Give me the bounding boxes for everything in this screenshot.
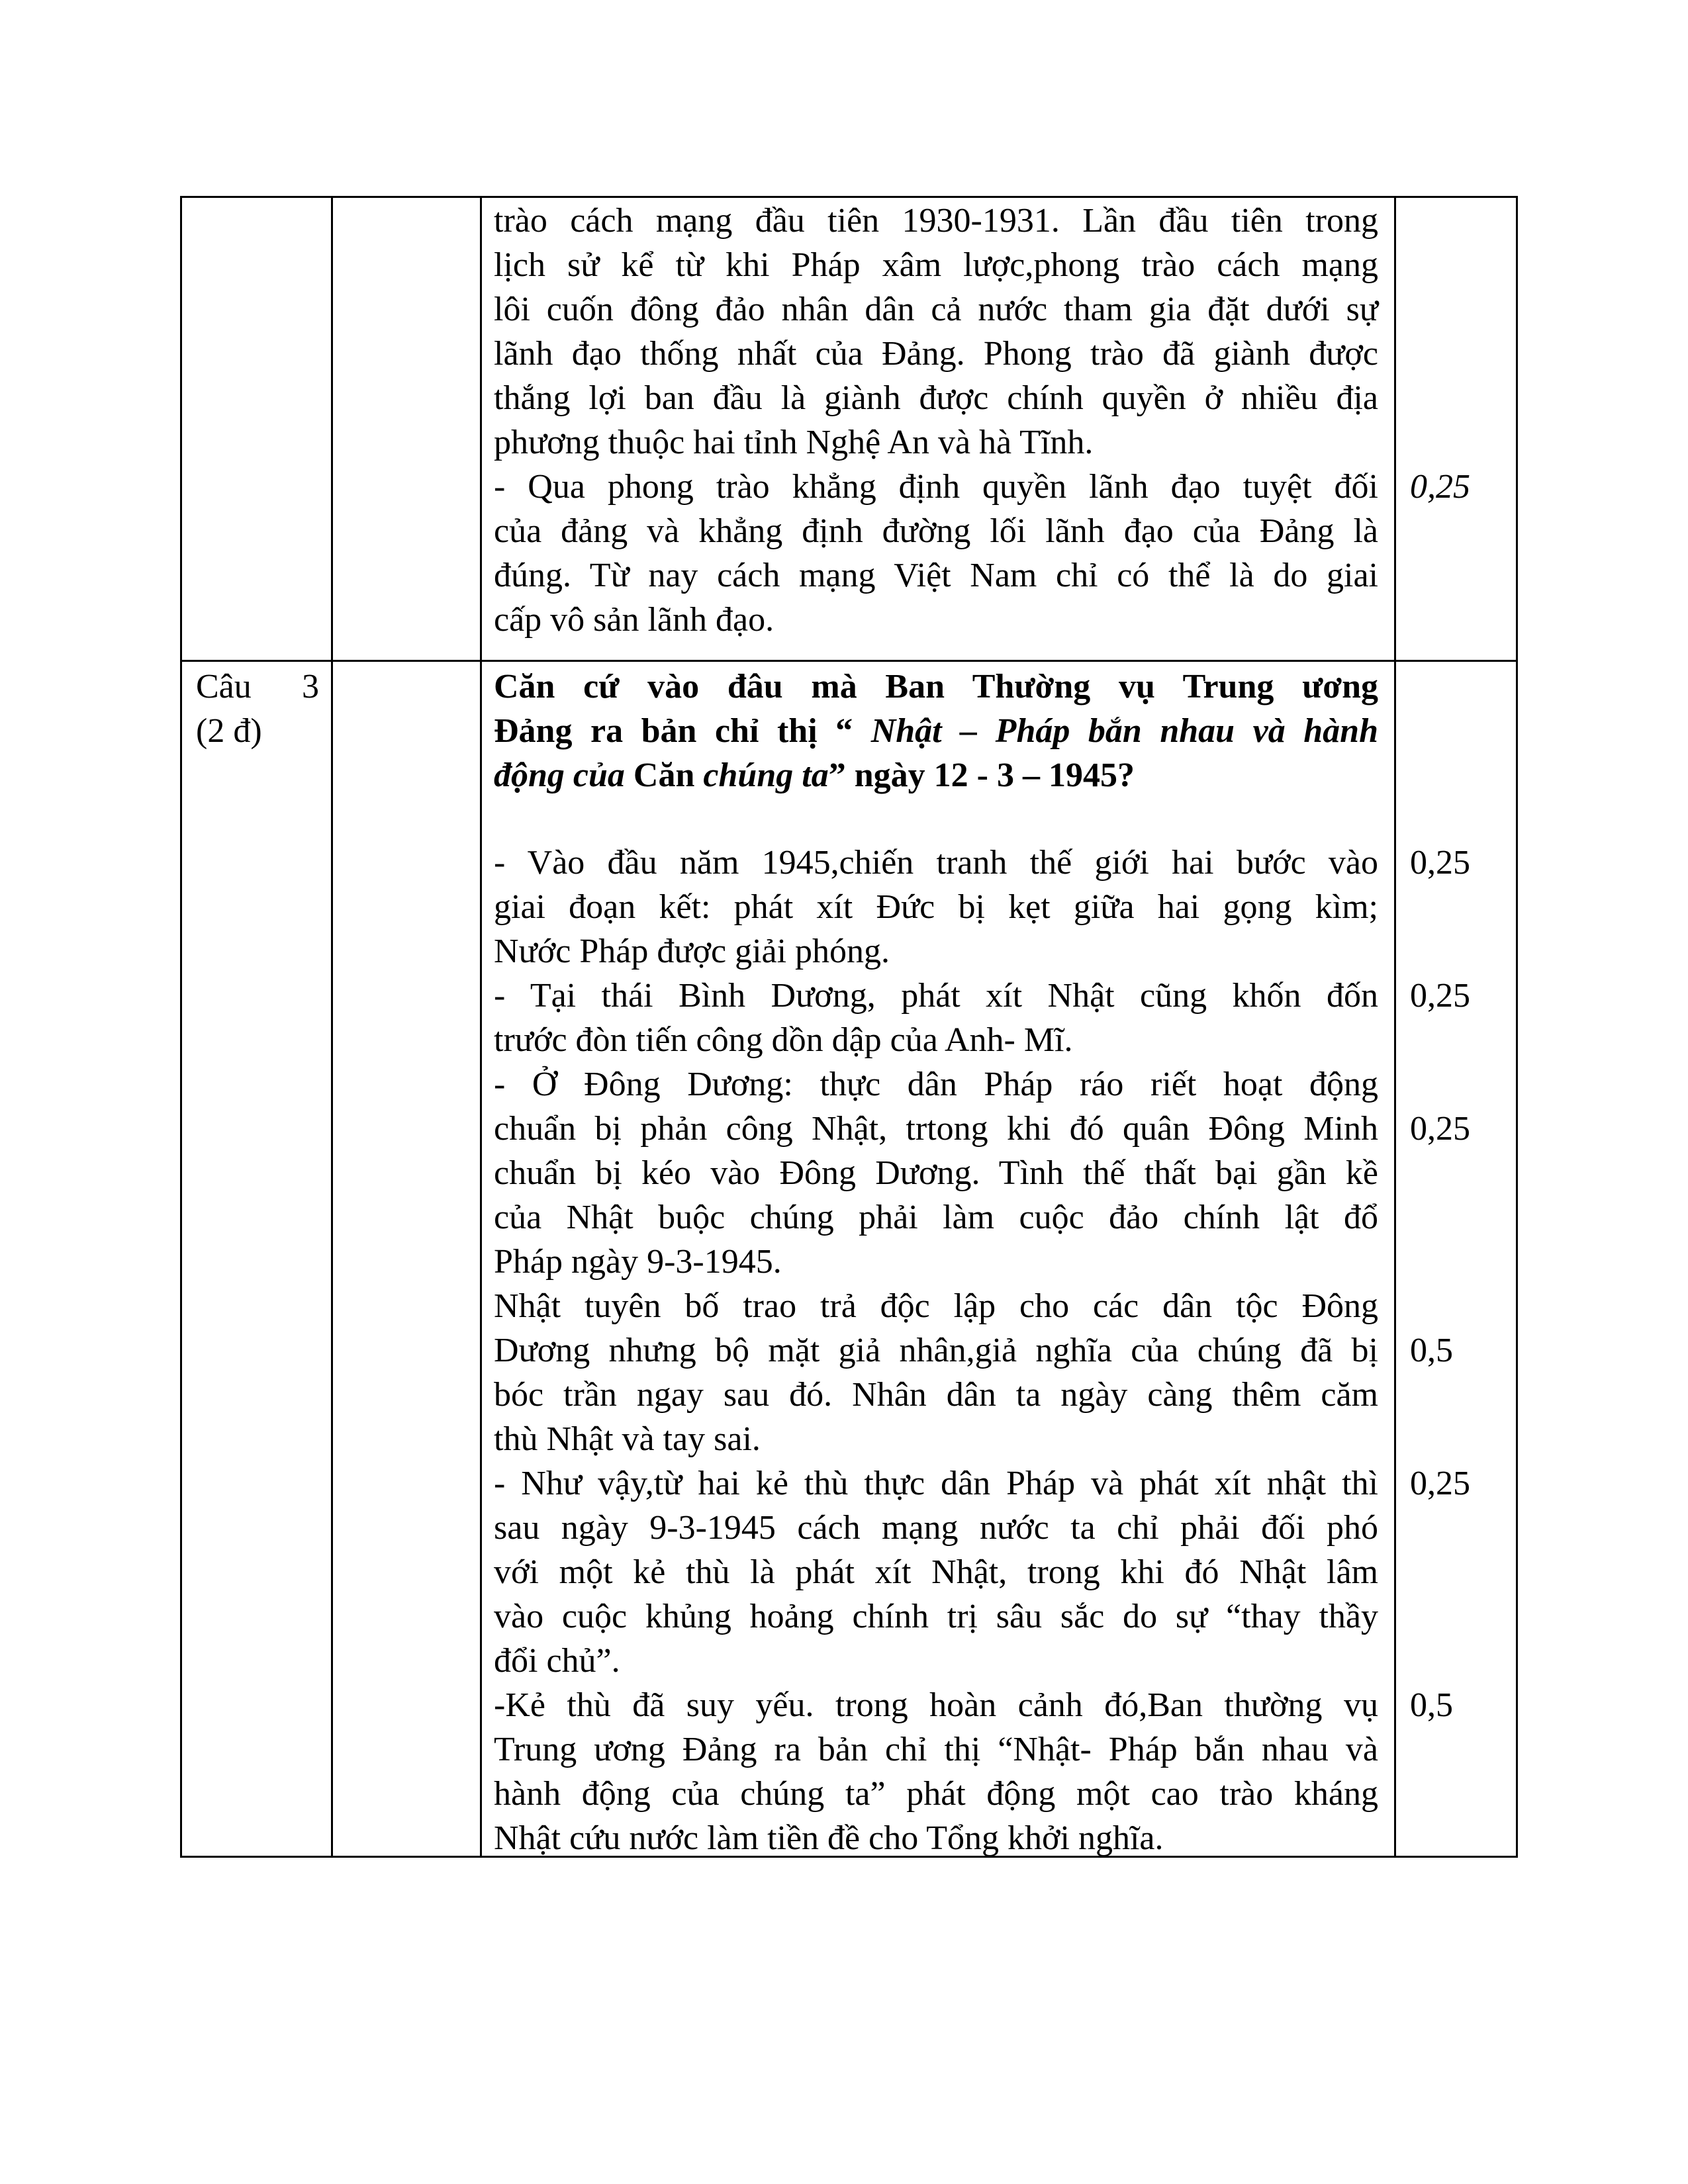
text-line: Nước Pháp được giải phóng.	[494, 933, 890, 970]
directive-title: Nhật – Pháp bắn nhau và hành	[870, 712, 1378, 750]
text-line: Dương nhưng bộ mặt giả nhân,giả nghĩa của chúng đã bị	[494, 1332, 1378, 1369]
text-line: hành động của chúng ta” phát động một cao trào kháng	[494, 1775, 1378, 1813]
question-label	[196, 664, 319, 753]
question-heading	[494, 664, 1378, 797]
table-col-border-3	[480, 196, 482, 1858]
answer-score: 0,5	[1410, 1686, 1453, 1724]
question-text-part: ” ngày 12 - 3 – 1945?	[828, 756, 1135, 794]
text-line: cấp vô sản lãnh đạo.	[494, 601, 774, 639]
text-line: Pháp ngày 9-3-1945.	[494, 1243, 782, 1281]
text-line: bóc trần ngay sau đó. Nhân dân ta ngày càng thêm căm	[494, 1376, 1378, 1414]
answer-score: 0,25	[1410, 844, 1470, 882]
text-line: phương thuộc hai tỉnh Nghệ An và hà Tĩnh.	[494, 424, 1094, 461]
question-line-3	[494, 753, 1378, 797]
text-line: đúng. Từ nay cách mạng Việt Nam chỉ có thể là do giai	[494, 557, 1378, 594]
text-line: của Nhật buộc chúng phải làm cuộc đảo chính lật đổ	[494, 1199, 1378, 1236]
text-line: - Vào đầu năm 1945,chiến tranh thế giới hai bước vào	[494, 844, 1378, 882]
text-line: - Qua phong trào khẳng định quyền lãnh đạo tuyệt đối	[494, 468, 1378, 506]
answer-paragraph	[494, 1683, 1378, 1860]
text-line: - Như vậy,từ hai kẻ thù thực dân Pháp và phát xít nhật thì	[494, 1465, 1378, 1502]
directive-title: chúng ta	[703, 756, 829, 794]
row1-paragraph	[494, 199, 1378, 465]
text-line: của đảng và khẳng định đường lối lãnh đạo của Đảng là	[494, 512, 1378, 550]
text-line: sau ngày 9-3-1945 cách mạng nước ta chỉ phải đối phó	[494, 1509, 1378, 1547]
text-line: thắng lợi ban đầu là giành được chính quyền ở nhiều địa	[494, 379, 1378, 417]
table-top-border	[180, 196, 1518, 198]
table-col-border-right	[1516, 196, 1518, 1858]
text-line: với một kẻ thù là phát xít Nhật, trong khi đó Nhật lâm	[494, 1553, 1378, 1591]
table-col-border-2	[331, 196, 333, 1858]
text-line: vào cuộc khủng hoảng chính trị sâu sắc do sự “thay thầy	[494, 1598, 1378, 1635]
answer-paragraph	[494, 1284, 1378, 1461]
row1-score: 0,25	[1410, 468, 1470, 506]
text-line: lôi cuốn đông đảo nhân dân cả nước tham gia đặt dưới sự	[494, 291, 1378, 328]
answer-paragraph	[494, 974, 1378, 1062]
text-line: Nhật cứu nước làm tiền đề cho Tổng khởi nghĩa.	[494, 1819, 1164, 1857]
text-line: Nhật tuyên bố trao trả độc lập cho các dân tộc Đông	[494, 1287, 1378, 1325]
answer-score: 0,25	[1410, 977, 1470, 1015]
text-line: trào cách mạng đầu tiên 1930-1931. Lần đầu tiên trong	[494, 202, 1378, 240]
answer-score: 0,25	[1410, 1110, 1470, 1148]
table-col-border-4	[1394, 196, 1396, 1858]
question-text-part: Đảng ra bản chỉ thị “	[494, 712, 871, 750]
table-col-border-left	[180, 196, 182, 1858]
text-line: trước đòn tiến công dồn dập của Anh- Mĩ.	[494, 1021, 1073, 1059]
text-line: -Kẻ thù đã suy yếu. trong hoàn cảnh đó,Ban thường vụ	[494, 1686, 1378, 1724]
text-line: giai đoạn kết: phát xít Đức bị kẹt giữa hai gọng kìm;	[494, 888, 1378, 926]
text-line: lịch sử kể từ khi Pháp xâm lược,phong trào cách mạng	[494, 246, 1378, 284]
text-line: đổi chủ”.	[494, 1642, 620, 1680]
text-line: - Tại thái Bình Dương, phát xít Nhật cũng khốn đốn	[494, 977, 1378, 1015]
question-line-1: Căn cứ vào đâu mà Ban Thường vụ Trung ương	[494, 668, 1378, 705]
question-number: 3	[302, 668, 319, 705]
text-line: chuẩn bị kéo vào Đông Dương. Tình thế thất bại gần kề	[494, 1154, 1378, 1192]
text-line: thù Nhật và tay sai.	[494, 1420, 761, 1458]
row1-point-paragraph	[494, 465, 1378, 642]
text-line: - Ở Đông Dương: thực dân Pháp ráo riết hoạt động	[494, 1066, 1378, 1103]
text-line: chuẩn bị phản công Nhật, trtong khi đó quân Đông Minh	[494, 1110, 1378, 1148]
answer-paragraph	[494, 1062, 1378, 1284]
question-text-part: Căn	[633, 756, 704, 794]
table-row-divider	[180, 660, 1518, 662]
answer-score: 0,5	[1410, 1332, 1453, 1369]
answer-paragraph	[494, 1461, 1378, 1683]
question-word: Câu	[196, 668, 252, 705]
text-line: Trung ương Đảng ra bản chỉ thị “Nhật- Pháp bắn nhau và	[494, 1731, 1378, 1768]
answer-paragraph	[494, 841, 1378, 974]
question-line-2	[494, 709, 1378, 753]
question-points: (2 đ)	[196, 712, 262, 750]
answer-score: 0,25	[1410, 1465, 1470, 1502]
text-line: lãnh đạo thống nhất của Đảng. Phong trào đã giành được	[494, 335, 1378, 373]
directive-title: động của	[494, 756, 633, 794]
